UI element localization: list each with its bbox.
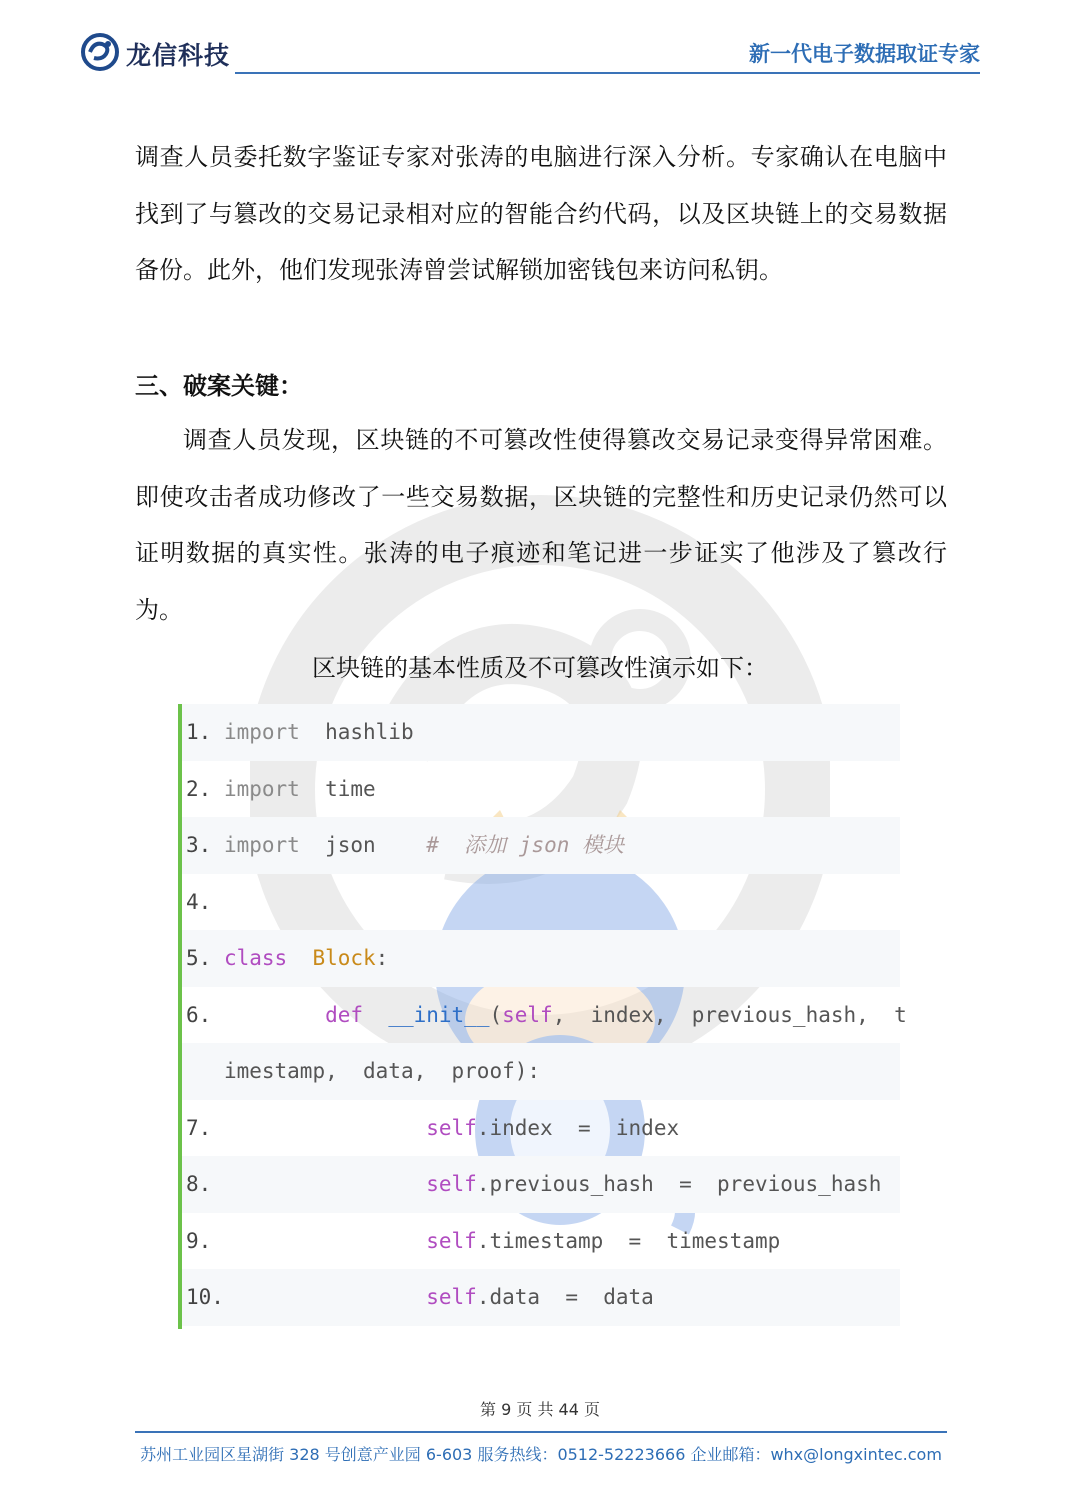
line-number (182, 1059, 224, 1083)
code-line (182, 987, 907, 1044)
code-caption: 区块链的基本性质及不可篡改性演示如下： (312, 654, 768, 682)
line-number: 4. (186, 889, 224, 914)
code-token: import (223, 833, 326, 857)
code-token: .timestamp = timestamp (476, 1228, 781, 1253)
line-number: 3. (186, 833, 224, 857)
header-slogan: 新一代电子数据取证专家 (749, 42, 980, 66)
code-token: self (426, 1115, 477, 1140)
page-number: 第 9 页 共 44 页 (480, 1400, 600, 1419)
code-token: ( (489, 1002, 503, 1027)
code-line (182, 874, 900, 931)
code-token: Block (312, 946, 376, 970)
code-token: .previous_hash = previous_hash (476, 1172, 882, 1196)
line-number: 8. (186, 1172, 224, 1196)
section-heading: 三、破案关键： (135, 372, 303, 400)
line-number: 7. (186, 1115, 224, 1140)
page-header (80, 32, 980, 74)
line-number: 10. (186, 1285, 224, 1309)
paragraph-key-findings: 调查人员发现，区块链的不可篡改性使得篡改交易记录变得异常困难。即使攻击者成功修改了一些交易数据，区块链的完整性和历史记录仍然可以证明数据的真实性。张涛的电子痕迹和笔记进一步证实了他涉及了篡改行为。 (135, 426, 947, 624)
code-token (224, 1285, 426, 1309)
code-line (182, 1269, 900, 1326)
brand-name: 龙信科技 (126, 41, 231, 70)
line-number: 1. (186, 720, 224, 744)
code-token: : (375, 946, 389, 970)
footer-contact: 苏州工业园区星湖街 328 号创意产业园 6-603 服务热线：0512-52223666 企业邮箱：whx@longxintec.com (140, 1445, 942, 1464)
code-token: .index = index (476, 1115, 680, 1140)
code-line (182, 761, 900, 818)
code-line (182, 1100, 900, 1157)
line-number: 6. (186, 1002, 224, 1027)
code-line (182, 704, 900, 761)
paragraph-investigation: 调查人员委托数字鉴证专家对张涛的电脑进行深入分析。专家确认在电脑中找到了与篡改的交易记录相对应的智能合约代码，以及区块链上的交易数据备份。此外，他们发现张涛曾尝试解锁加密钱包来访问私钥。 (135, 143, 947, 284)
code-token: self (426, 1172, 477, 1196)
header-divider (235, 72, 980, 74)
code-token: imestamp, data, proof): (223, 1059, 541, 1083)
footer-divider (135, 1431, 947, 1433)
code-token: __init__ (388, 1002, 490, 1027)
code-token: , index, previous_hash, t (552, 1002, 907, 1027)
line-number: 9. (186, 1228, 224, 1253)
code-token: self (426, 1228, 477, 1253)
code-line (182, 1213, 900, 1270)
code-token: hashlib (325, 720, 414, 744)
code-token: json (325, 833, 427, 857)
code-line (182, 817, 900, 874)
dragon-logo-icon (80, 32, 120, 72)
code-line (182, 1156, 900, 1213)
code-token (224, 1172, 426, 1196)
code-line (182, 930, 900, 987)
code-token (224, 1229, 426, 1253)
code-token: time (325, 776, 376, 801)
code-token: class (223, 946, 313, 970)
code-token: self (502, 1002, 553, 1027)
code-token (224, 1003, 325, 1027)
code-token: self (426, 1285, 477, 1309)
code-token: def (325, 1002, 389, 1027)
line-number: 2. (186, 776, 224, 801)
code-token: # 添加 json 模块 (426, 833, 625, 857)
code-token: import (223, 776, 326, 801)
code-token (224, 1116, 426, 1140)
line-number: 5. (186, 946, 224, 970)
code-block (178, 704, 907, 1329)
code-token: .data = data (476, 1285, 654, 1309)
code-line (182, 1043, 900, 1100)
code-token: import (223, 720, 326, 744)
